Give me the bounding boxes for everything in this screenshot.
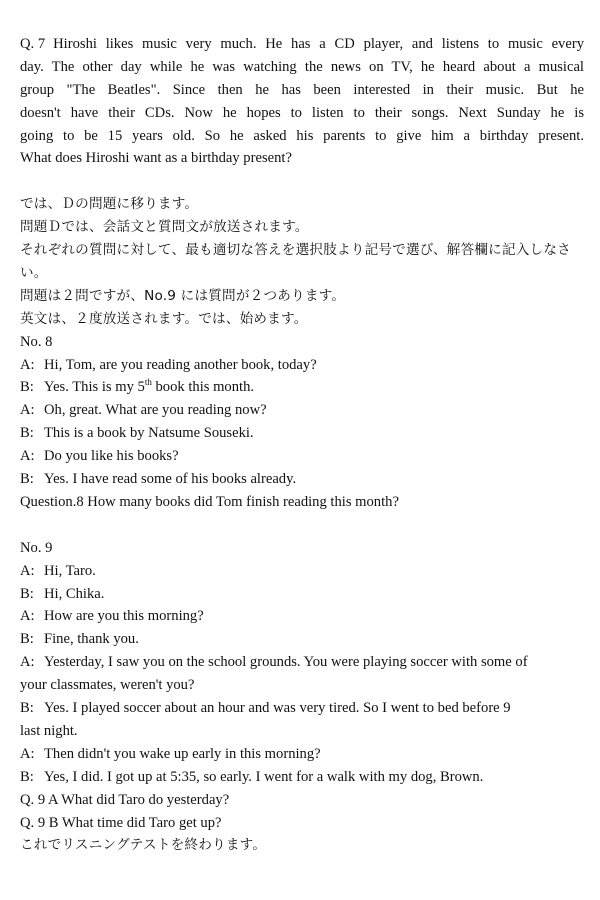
- speaker-label: A:: [20, 356, 35, 373]
- dialogue-text: Then didn't you wake up early in this morning?: [44, 745, 321, 762]
- speaker-label: B:: [20, 631, 34, 648]
- dialogue-line: [20, 605, 584, 628]
- q7-label: Q. 7: [20, 36, 46, 52]
- dialogue-text: Fine, thank you.: [44, 631, 139, 648]
- dialogue-text: This is a book by Natsume Souseki.: [44, 425, 254, 442]
- q7-line-5: going to be 15 years old. So he asked his parents to give him a birthday present.: [20, 127, 584, 144]
- dialogue-line: [20, 422, 584, 445]
- dialogue-text: Hi, Tom, are you reading another book, today?: [44, 356, 317, 373]
- no9-title: No. 9: [20, 539, 53, 556]
- dialogue-line: [20, 766, 584, 789]
- speaker-label: A:: [20, 654, 35, 671]
- instruction-line-1: では、Ｄの問題に移ります。: [20, 196, 199, 213]
- dialogue-text: Yes. I played soccer about an hour and was very tired. So I went to bed before 9: [44, 700, 511, 717]
- instruction-line-4: い。: [20, 265, 48, 282]
- speaker-label: B:: [20, 425, 34, 442]
- dialogue-line: [20, 697, 584, 720]
- speaker-label: A:: [20, 448, 35, 465]
- speaker-label: A:: [20, 745, 35, 762]
- instruction-line-3: それぞれの質問に対して、最も適切な答えを選択肢より記号で選び、解答欄に記入しなさ: [20, 242, 571, 259]
- dialogue-line: [20, 468, 584, 491]
- q7-line-1: [20, 33, 584, 56]
- q7-question: What does Hiroshi want as a birthday present?: [20, 150, 292, 167]
- dialogue-line: [20, 445, 584, 468]
- section-gap: [20, 170, 584, 193]
- speaker-label: B:: [20, 379, 34, 396]
- question-9b: Q. 9 B What time did Taro get up?: [20, 814, 222, 831]
- q7-line-4: doesn't have their CDs. Now he hopes to listen to their songs. Next Sunday he is: [20, 104, 584, 121]
- speaker-label: B:: [20, 585, 34, 602]
- question-8: Question.8 How many books did Tom finish reading this month?: [20, 493, 399, 510]
- speaker-label: A:: [20, 562, 35, 579]
- speaker-label: A:: [20, 402, 35, 419]
- dialogue-line: [20, 560, 584, 583]
- dialogue-text: Yes. I have read some of his books already.: [44, 471, 297, 488]
- dialogue-continuation: your classmates, weren't you?: [20, 677, 195, 694]
- dialogue-line: [20, 743, 584, 766]
- dialogue-text: Oh, great. What are you reading now?: [44, 402, 267, 419]
- q7-line-3: group "The Beatles". Since then he has been interested in their music. But he: [20, 81, 584, 98]
- instruction-line-2: 問題Ｄでは、会話文と質問文が放送されます。: [20, 219, 309, 236]
- dialogue-line: [20, 376, 584, 399]
- dialogue-line: [20, 583, 584, 606]
- section-gap: [20, 514, 584, 537]
- dialogue-text: Yes. This is my 5: [44, 379, 145, 396]
- dialogue-text: How are you this morning?: [44, 608, 204, 625]
- dialogue-continuation: last night.: [20, 722, 78, 739]
- dialogue-line: [20, 651, 584, 674]
- dialogue-text-continued: book this month.: [151, 379, 255, 396]
- no8-title: No. 8: [20, 333, 53, 350]
- speaker-label: B:: [20, 768, 34, 785]
- instruction-line-5: 問題は２問ですが、No.9 には質問が２つあります。: [20, 287, 346, 304]
- dialogue-text: Hi, Taro.: [44, 562, 96, 579]
- closing-text: これでリスニングテストを終わります。: [20, 837, 267, 854]
- speaker-label: A:: [20, 608, 35, 625]
- dialogue-line: [20, 399, 584, 422]
- dialogue-line: [20, 628, 584, 651]
- dialogue-line: [20, 354, 584, 377]
- speaker-label: B:: [20, 700, 34, 717]
- instruction-line-6: 英文は、２度放送されます。では、始めます。: [20, 310, 308, 327]
- q7-line-2: day. The other day while he was watching the news on TV, he heard about a musical: [20, 58, 584, 75]
- dialogue-text: Yesterday, I saw you on the school grounds. You were playing soccer with some of: [44, 654, 528, 671]
- speaker-label: B:: [20, 471, 34, 488]
- ordinal-superscript: th: [144, 377, 152, 388]
- dialogue-text: Hi, Chika.: [44, 585, 105, 602]
- dialogue-text: Yes, I did. I got up at 5:35, so early. I went for a walk with my dog, Brown.: [44, 768, 484, 785]
- q7-text: Hiroshi likes music very much. He has a CD player, and listens to music every: [53, 36, 584, 52]
- question-9a: Q. 9 A What did Taro do yesterday?: [20, 791, 230, 808]
- dialogue-text: Do you like his books?: [44, 448, 179, 465]
